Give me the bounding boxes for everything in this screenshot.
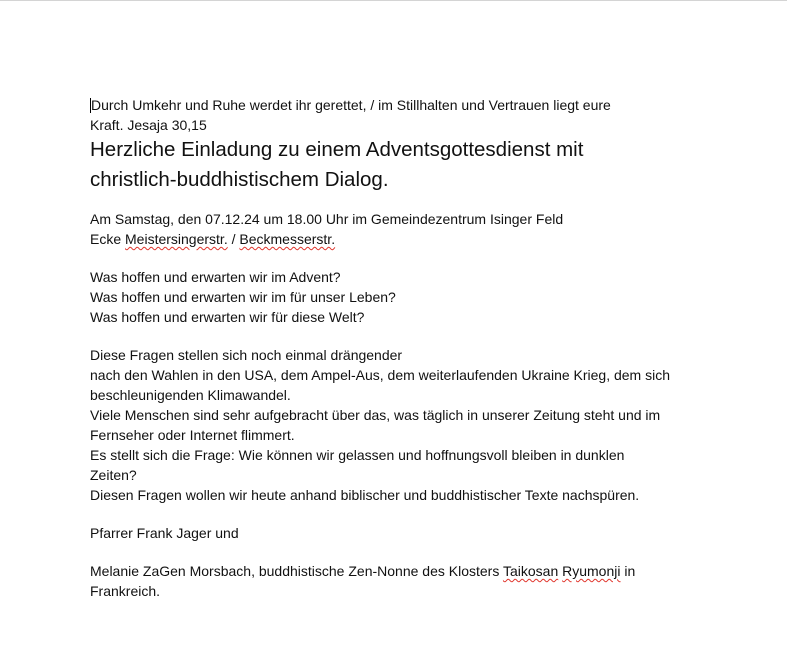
- question-1: Was hoffen und erwarten wir im Advent?: [90, 269, 341, 285]
- nun-line-2: Frankreich.: [90, 583, 161, 599]
- body-line-4: Viele Menschen sind sehr aufgebracht über das, was täglich in unserer Zeitung steht und im: [90, 407, 661, 423]
- title-line-2: christlich-buddhistischem Dialog.: [90, 168, 389, 191]
- monastery-name-1[interactable]: Taikosan: [502, 563, 559, 579]
- paragraph-gap: [90, 543, 710, 561]
- quote-line-2: Kraft. Jesaja 30,15: [90, 117, 207, 133]
- event-line-2-prefix: Ecke: [90, 231, 126, 247]
- pastor-line: Pfarrer Frank Jager und: [90, 525, 239, 541]
- page-title: [90, 135, 710, 195]
- street-name-1[interactable]: Meistersingerstr.: [125, 231, 228, 247]
- event-details: [90, 209, 710, 249]
- body-line-5: Fernseher oder Internet flimmert.: [90, 427, 295, 443]
- questions-block: [90, 267, 710, 327]
- title-line-1: Herzliche Einladung zu einem Adventsgottesdienst mit: [90, 138, 584, 161]
- street-name-2[interactable]: Beckmesserstr.: [239, 231, 336, 247]
- paragraph-gap: [90, 505, 710, 523]
- body-line-6: Es stellt sich die Frage: Wie können wir gelassen und hoffnungsvoll bleiben in dunklen: [90, 447, 625, 463]
- body-line-7: Zeiten?: [90, 467, 137, 483]
- nun-paragraph: [90, 561, 710, 601]
- body-paragraph: [90, 345, 710, 505]
- nun-line-suffix: in: [620, 563, 636, 579]
- event-line-1: Am Samstag, den 07.12.24 um 18.00 Uhr im Gemeindezentrum Isinger Feld: [90, 211, 564, 227]
- document-body[interactable]: [90, 95, 710, 601]
- question-2: Was hoffen und erwarten wir im für unser Leben?: [90, 289, 396, 305]
- question-3: Was hoffen und erwarten wir für diese Welt?: [90, 309, 365, 325]
- body-line-3: beschleunigenden Klimawandel.: [90, 387, 291, 403]
- nun-line-prefix: Melanie ZaGen Morsbach, buddhistische Zen-Nonne des Klosters: [90, 563, 503, 579]
- body-line-1: Diese Fragen stellen sich noch einmal drängender: [90, 347, 403, 363]
- top-border: [0, 0, 787, 1]
- paragraph-gap: [90, 249, 710, 267]
- body-line-2: nach den Wahlen in den USA, dem Ampel-Aus, dem weiterlaufenden Ukraine Krieg, dem sich: [90, 367, 671, 383]
- bible-quote: [90, 95, 710, 135]
- body-line-8: Diesen Fragen wollen wir heute anhand biblischer und buddhistischer Texte nachspüren.: [90, 487, 640, 503]
- paragraph-gap: [90, 327, 710, 345]
- quote-line-1: Durch Umkehr und Ruhe werdet ihr gerettet, / im Stillhalten und Vertrauen liegt eure: [91, 97, 611, 113]
- monastery-name-2[interactable]: Ryumonji: [562, 563, 621, 579]
- event-line-2-separator: /: [227, 231, 240, 247]
